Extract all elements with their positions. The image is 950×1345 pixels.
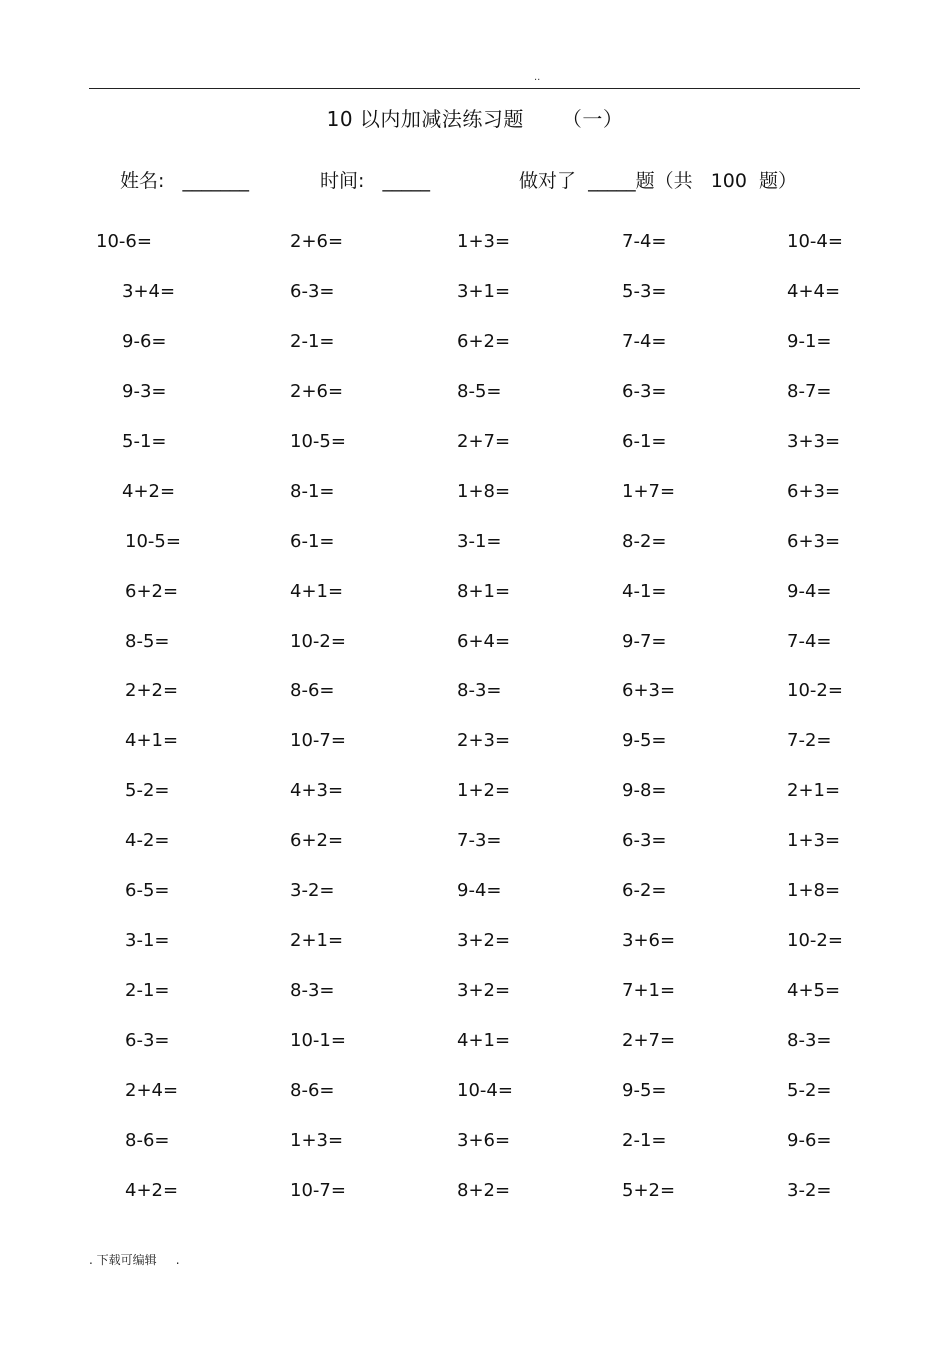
problem: 9-4= <box>457 880 502 902</box>
problem: 7-2= <box>787 730 832 752</box>
problem: 4+1= <box>290 580 344 602</box>
problem: 4+2= <box>125 1179 179 1201</box>
problem: 6-3= <box>290 280 335 302</box>
problem: 10-5= <box>125 530 181 552</box>
problem: 2+1= <box>290 930 344 952</box>
problem: 1+7= <box>622 480 676 502</box>
problem: 7-4= <box>622 231 667 252</box>
problem-row <box>0 1075 950 1125</box>
problem: 1+2= <box>457 780 511 802</box>
problem: 2-1= <box>622 1129 667 1151</box>
problem: 9-6= <box>122 330 167 352</box>
problem: 3+3= <box>787 430 841 452</box>
problem: 8-3= <box>787 1030 832 1051</box>
problem: 9-4= <box>787 580 832 602</box>
problem-row <box>0 775 950 825</box>
problem-row <box>0 476 950 526</box>
header-mark: .. <box>534 72 541 83</box>
problem: 8+1= <box>457 580 511 602</box>
time-field: 时间: _____ <box>320 170 431 192</box>
problem: 6-2= <box>622 880 667 902</box>
problem: 10-1= <box>290 1030 346 1051</box>
problem: 4+2= <box>122 480 176 502</box>
problem: 1+3= <box>290 1129 344 1151</box>
problem: 2+4= <box>125 1079 179 1101</box>
problem: 6+3= <box>787 480 841 502</box>
problem: 8-3= <box>457 680 502 702</box>
problem: 4-2= <box>125 830 170 852</box>
problem: 3+2= <box>457 980 511 1002</box>
problem: 6-1= <box>622 430 667 452</box>
problem: 8+2= <box>457 1179 511 1201</box>
problem-row <box>0 276 950 326</box>
problem: 2+7= <box>622 1030 676 1051</box>
problem: 10-5= <box>290 430 346 452</box>
problem: 4+3= <box>290 780 344 802</box>
problem: 9-7= <box>622 630 667 652</box>
problem: 5-3= <box>622 280 667 302</box>
problem: 2+6= <box>290 231 344 252</box>
problem: 4+5= <box>787 980 841 1002</box>
problem: 4+4= <box>787 280 841 302</box>
problem: 2+1= <box>787 780 841 802</box>
problem: 10-4= <box>787 231 843 252</box>
problem: 2+7= <box>457 430 511 452</box>
problem: 9-5= <box>622 1079 667 1101</box>
problem: 8-1= <box>290 480 335 502</box>
problem: 1+8= <box>457 480 511 502</box>
problem: 9-6= <box>787 1129 832 1151</box>
problem: 8-6= <box>290 680 335 702</box>
problem: 6-3= <box>622 830 667 852</box>
header-rule <box>89 88 860 89</box>
problem: 10-7= <box>290 1179 346 1201</box>
problem: 8-6= <box>290 1079 335 1101</box>
title-main: 10 以内加减法练习题 <box>326 107 524 131</box>
problem: 6-5= <box>125 880 170 902</box>
problem: 10-4= <box>457 1079 513 1101</box>
problem: 4-1= <box>622 580 667 602</box>
problem: 10-2= <box>787 930 843 952</box>
name-field: 姓名: _______ <box>120 170 250 192</box>
problem: 2+2= <box>125 680 179 702</box>
problem: 6-3= <box>622 380 667 402</box>
problem: 5-2= <box>787 1079 832 1101</box>
problem-row <box>0 1125 950 1175</box>
problem-row <box>0 925 950 975</box>
problem: 3+4= <box>122 280 176 302</box>
problem-row <box>0 526 950 576</box>
problem: 3-2= <box>787 1179 832 1201</box>
problem: 6+3= <box>622 680 676 702</box>
score-field: 做对了 _____题（共 100 题） <box>519 170 798 192</box>
problem: 7-4= <box>787 630 832 652</box>
problem-row <box>0 1025 950 1075</box>
problem: 10-2= <box>290 630 346 652</box>
problem: 6-1= <box>290 530 335 552</box>
problem: 9-8= <box>622 780 667 802</box>
problem: 4+1= <box>457 1030 511 1051</box>
problem: 2+3= <box>457 730 511 752</box>
problem-row <box>0 426 950 476</box>
problem: 3-1= <box>457 530 502 552</box>
problem: 3-1= <box>125 930 170 952</box>
problem: 3+1= <box>457 280 511 302</box>
problem: 3+2= <box>457 930 511 952</box>
problem: 8-5= <box>125 630 170 652</box>
problem: 8-7= <box>787 380 832 402</box>
problem: 5-2= <box>125 780 170 802</box>
problem: 2+6= <box>290 380 344 402</box>
problem: 6+2= <box>457 330 511 352</box>
problem-row <box>0 825 950 875</box>
problem: 3-2= <box>290 880 335 902</box>
problem: 9-3= <box>122 380 167 402</box>
problem-row <box>0 376 950 426</box>
problem-row <box>0 326 950 376</box>
problem: 2-1= <box>290 330 335 352</box>
footer-text: . 下载可编辑 . <box>89 1253 180 1267</box>
problem: 7+1= <box>622 980 676 1002</box>
problem: 6+4= <box>457 630 511 652</box>
problem: 8-5= <box>457 380 502 402</box>
problem: 10-6= <box>96 231 152 252</box>
problem: 4+1= <box>125 730 179 752</box>
problem: 3+6= <box>457 1129 511 1151</box>
problem: 8-6= <box>125 1129 170 1151</box>
problem-row <box>0 1175 950 1225</box>
problem: 1+3= <box>457 231 511 252</box>
problem: 7-3= <box>457 830 502 852</box>
problem: 9-5= <box>622 730 667 752</box>
problem-row <box>0 675 950 725</box>
problem: 1+3= <box>787 830 841 852</box>
problem-row <box>0 226 950 276</box>
problem: 5-1= <box>122 430 167 452</box>
problem-row <box>0 875 950 925</box>
problem: 6+2= <box>125 580 179 602</box>
problem: 10-2= <box>787 680 843 702</box>
problem: 6-3= <box>125 1030 170 1051</box>
problem-row <box>0 626 950 676</box>
problem: 5+2= <box>622 1179 676 1201</box>
problem: 8-2= <box>622 530 667 552</box>
page-title <box>0 103 950 132</box>
problem-row <box>0 725 950 775</box>
problem: 2-1= <box>125 980 170 1002</box>
problem-row <box>0 975 950 1025</box>
problem: 8-3= <box>290 980 335 1002</box>
title-number: （一） <box>561 107 624 131</box>
problem: 7-4= <box>622 330 667 352</box>
problem-grid <box>0 226 950 1225</box>
problem: 6+2= <box>290 830 344 852</box>
problem: 1+8= <box>787 880 841 902</box>
problem-row <box>0 576 950 626</box>
problem: 10-7= <box>290 730 346 752</box>
problem: 6+3= <box>787 530 841 552</box>
problem: 3+6= <box>622 930 676 952</box>
problem: 9-1= <box>787 330 832 352</box>
